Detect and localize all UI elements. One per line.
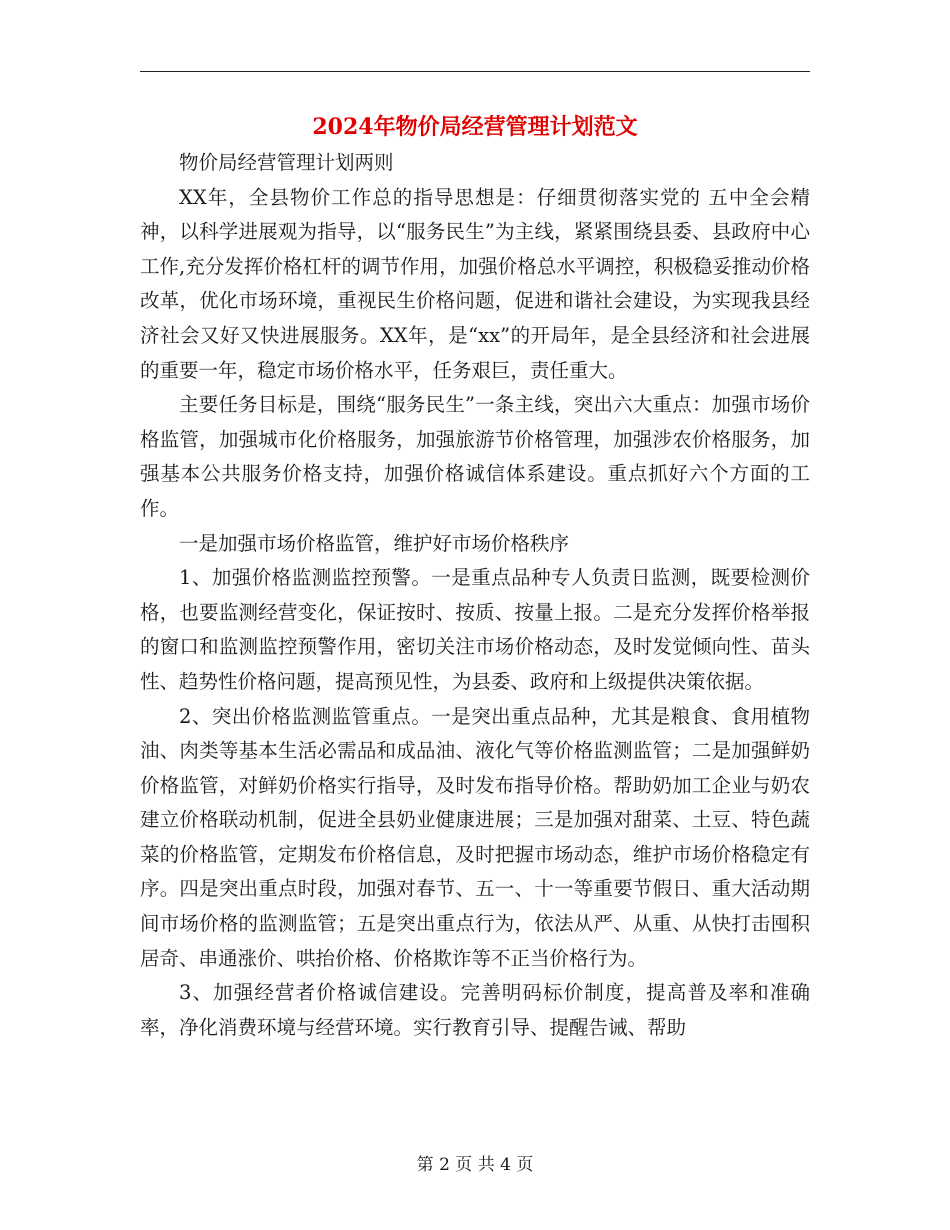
page-number: 第 2 页 共 4 页 <box>416 1155 534 1175</box>
body-paragraph: 3、加强经营者价格诚信建设。完善明码标价制度，提高普及率和准确率，净化消费环境与经营环境。实行教育引导、提醒告诫、帮助 <box>140 981 810 1039</box>
body-paragraph: XX年，全县物价工作总的指导思想是：仔细贯彻落实党的 五中全会精神，以科学进展观为指导，以“服务民生”为主线，紧紧围绕县委、县政府中心工作,充分发挥价格杠杆的调节作用，加强价格总水平调控，积极稳妥推动价格改革，优化市场环境，重视民生价格问题，促进和谐社会建设，为实现我县经济社会又好又快进展服务。XX年，是“xx”的开局年，是全县经济和社会进展的重要一年，稳定市场价格水平，任务艰巨，责任重大。 <box>140 185 810 382</box>
subtitle-paragraph: 物价局经营管理计划两则 <box>179 151 394 174</box>
header-rule <box>140 71 810 72</box>
section-heading: 一是加强市场价格监管，维护好市场价格秩序 <box>179 531 570 555</box>
document-title: 2024年物价局经营管理计划范文 <box>312 114 638 140</box>
body-paragraph: 1、加强价格监测监控预警。一是重点品种专人负责日监测，既要检测价格，也要监测经营变化，保证按时、按质、按量上报。二是充分发挥价格举报的窗口和监测监控预警作用，密切关注市场价格动态，及时发觉倾向性、苗头性、趋势性价格问题，提高预见性，为县委、政府和上级提供决策依据。 <box>140 566 810 693</box>
document-body <box>140 146 810 1045</box>
body-paragraph: 2、突出价格监测监管重点。一是突出重点品种，尤其是粮食、食用植物油、肉类等基本生活必需品和成品油、液化气等价格监测监管；二是加强鲜奶价格监管，对鲜奶价格实行指导，及时发布指导价格。帮助奶加工企业与奶农建立价格联动机制，促进全县奶业健康进展；三是加强对甜菜、土豆、特色蔬菜的价格监管，定期发布价格信息，及时把握市场动态，维护市场价格稳定有序。四是突出重点时段，加强对春节、五一、十一等重要节假日、重大活动期间市场价格的监测监管；五是突出重点行为，依法从严、从重、从快打击囤积居奇、串通涨价、哄抬价格、价格欺诈等不正当价格行为。 <box>140 704 810 970</box>
body-paragraph: 主要任务目标是，围绕“服务民生”一条主线，突出六大重点：加强市场价格监管，加强城市化价格服务，加强旅游节价格管理，加强涉农价格服务，加强基本公共服务价格支持，加强价格诚信体系建设。重点抓好六个方面的工作。 <box>140 393 810 520</box>
